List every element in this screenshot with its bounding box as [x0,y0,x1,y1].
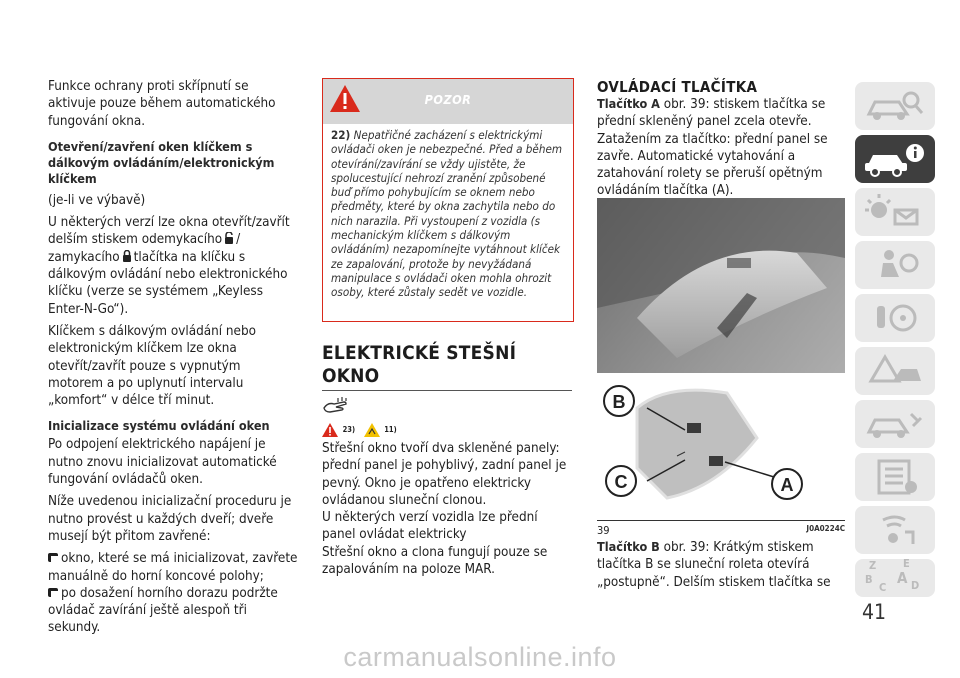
label-c: C [614,472,628,492]
tab-emergency[interactable] [855,347,935,395]
subheading-initialization: Inicializace systému ovládání oken [48,418,270,434]
subheading-key-windows: Otevření/zavření oken klíčkem s dálkovým ovládáním/elektronickým klíčkem [48,138,275,186]
tab-multimedia[interactable] [855,506,935,554]
spec-list-icon [855,453,935,501]
paragraph-button-a: Tlačítko A obr. 39: stiskem tlačítka se přední skleněný panel zcela otevře. Zatažením za tlačítko: přední panel se zavře. Automatické vytahování a zatahování rolety se přeruší opětným ovládáním tlačítka (A). [597,96,828,199]
paragraph-keys: U některých verzí lze okna otevřít/zavřít delším stiskem odemykacího / zamykacího tlačítka na klíčku s dálkovým ovládání nebo elektronického klíčku (verze se systémem „Keyless Enter-N-Go“). [48,215,290,317]
warning-title: POZOR [424,92,472,107]
paragraph: Po odpojení elektrického napájení je nutno znovu inicializovat automatické fungování ovládačů oken. [48,437,277,488]
car-service-icon [855,400,935,448]
light-message-icon [855,188,935,236]
bullet-icon [48,553,58,562]
emergency-icon [855,347,935,395]
tab-maintenance[interactable] [855,400,935,448]
paragraph: U některých verzí vozidla lze přední panel ovládat elektricky [322,510,538,543]
column-middle [322,342,572,578]
figure-roof-console [597,198,845,518]
column-right-lower [597,539,847,591]
column-right [597,78,847,200]
label-a: A [780,475,794,495]
multimedia-icon [855,506,935,554]
warning-ref-icon [322,423,338,437]
paragraph: Klíčkem s dálkovým ovládání nebo elektronickým klíčkem lze okna otevřít/zavřít pouze s vypnutým motorem a po uplynutí intervalu „komfort“ v délce tří minut. [48,323,256,409]
roof-icon-row [322,396,572,420]
tab-dashboard[interactable] [855,82,935,130]
tab-safety[interactable] [855,241,935,289]
column-left [48,78,298,637]
unlock-icon [224,232,234,244]
figure-code: J0A0224C [806,524,845,533]
section-title: ELEKTRICKÉ STEŠNÍ OKNO [322,342,517,387]
bullet-icon [48,588,58,597]
list-item: po dosažení horního dorazu podržte ovládač zavírání ještě alespoň tři sekundy. [48,585,278,636]
warning-header [323,79,573,124]
figure-caption [597,520,845,537]
paragraph: Střešní okno tvoří dva skleněné panely: přední panel je pohyblivý, zadní panel je pevný. Okno je opatřeno elektricky ovládanou sluneční clonou. [322,441,567,508]
divider [322,390,572,391]
sunroof-hand-icon [322,396,350,416]
tab-starting-driving[interactable] [855,294,935,342]
tab-vehicle-knowledge[interactable] [855,135,935,183]
references-row [322,420,572,440]
paragraph: Níže uvedenou inicializační proceduru je nutno provést u každých dveří; dveře musejí být přitom zavřené: [48,494,292,544]
paragraph-button-b: Tlačítko B obr. 39: Krátkým stiskem tlačítka B se sluneční roleta otevírá „postupně“. Delším stiskem tlačítka se [597,539,831,590]
list-item: okno, které se má inicializovat, zavřete manuálně do horní koncové polohy; [48,551,298,584]
warning-ref: 23) [342,425,356,434]
label-b: B [612,392,626,412]
page-number: 41 [862,600,887,624]
lock-icon [122,250,132,262]
paragraph: Střešní okno a clona fungují pouze se zapalováním na poloze MAR. [322,544,548,578]
watermark: carmanualsonline.info [343,642,617,672]
paragraph: Funkce ochrany proti skřípnutí se aktivuje pouze během automatického fungování okna. [48,79,276,129]
tab-warning-lights[interactable] [855,188,935,236]
key-wheel-icon [855,294,935,342]
tab-index[interactable] [855,559,935,597]
airbag-seat-icon [855,241,935,289]
caution-ref-icon [364,423,380,437]
tab-technical-data[interactable] [855,453,935,501]
caution-ref: 11) [384,425,397,434]
warning-text: 22) Nepatřičné zacházení s elektrickými ovládači oken je nebezpečné. Před a během otevírání/zavírání se vždy ujistěte, že spolucestující nehrozí zranění způsobené buď přímo pohybujícím se oknem nebo předměty, které by okna zachytila nebo do nich narazila. Při vystoupení z vozidla (s mechanickým klíčkem s dálkovým ovládáním) nezapomínejte vytáhnout klíček ze zapalování, protože by nevyžádaná manipulace s ovládači oken mohla ohrozit osoby, které zůstaly sedět ve vozidle. [331,128,563,300]
paragraph: (je-li ve výbavě) [48,192,146,208]
car-magnifier-icon [855,82,935,130]
warning-box [322,78,574,322]
figure-number: 39 [597,524,610,537]
index-letters: Z E B A C D [865,557,920,594]
section-title: OVLÁDACÍ TLAČÍTKA [597,78,758,96]
car-info-icon [855,135,935,183]
